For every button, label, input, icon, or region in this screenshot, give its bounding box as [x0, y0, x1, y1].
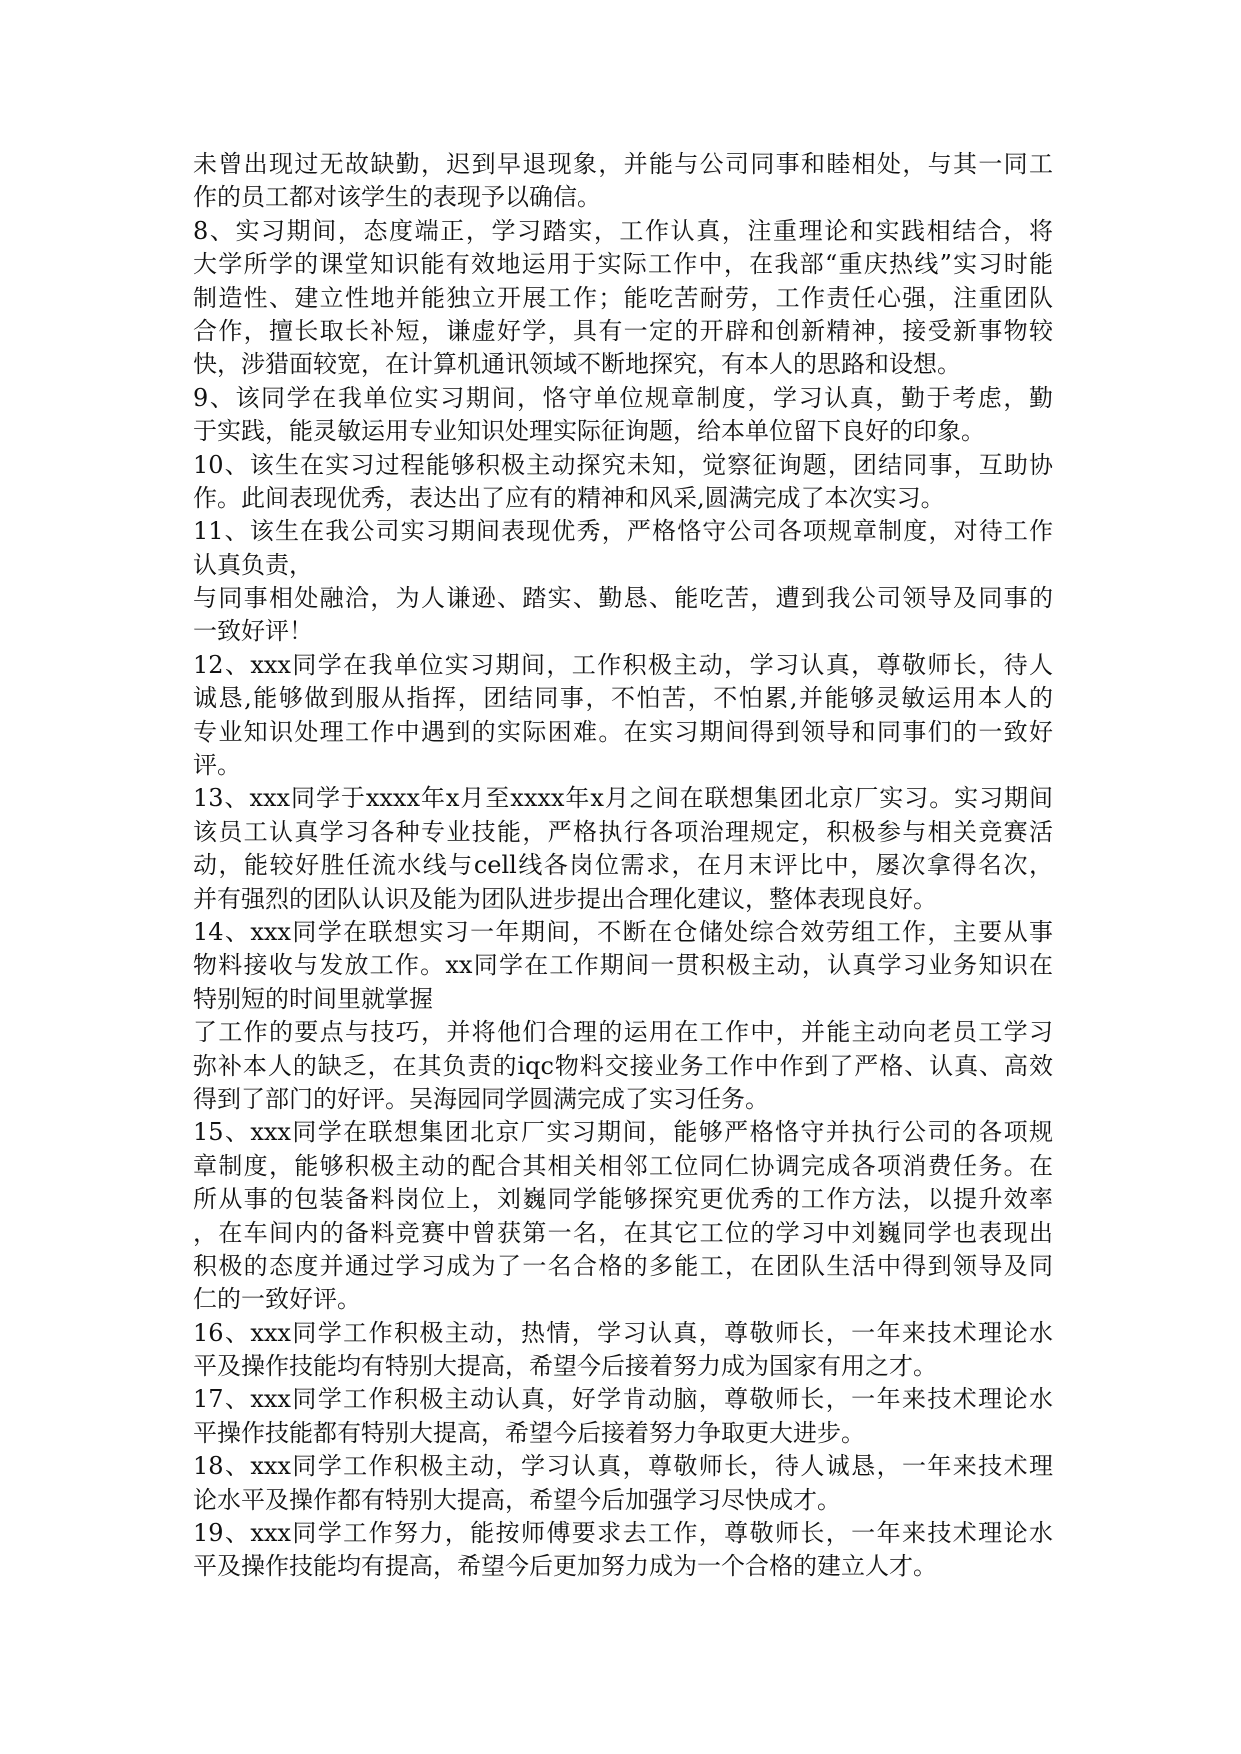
text-line: 合作，擅长取长补短，谦虚好学，具有一定的开辟和创新精神，接受新事物较 — [193, 316, 1053, 345]
text-line: 10、该生在实习过程能够积极主动探究未知，觉察征询题，团结同事，互助协 — [193, 450, 1053, 479]
text-line: 17、xxx同学工作积极主动认真，好学肯动脑，尊敬师长，一年来技术理论水 — [193, 1385, 1053, 1414]
text-line: 于实践，能灵敏运用专业知识处理实际征询题，给本单位留下良好的印象。 — [193, 417, 985, 446]
text-line: 论水平及操作都有特别大提高，希望今后加强学习尽快成才。 — [193, 1485, 841, 1514]
text-line: 一致好评！ — [193, 617, 313, 646]
text-line: 作的员工都对该学生的表现予以确信。 — [193, 183, 601, 212]
text-line: 与同事相处融洽，为人谦逊、踏实、勤恳、能吃苦，遭到我公司领导及同事的 — [193, 584, 1053, 613]
text-line: 弥补本人的缺乏，在其负责的iqc物料交接业务工作中作到了严格、认真、高效 — [193, 1051, 1053, 1080]
text-line: 8、实习期间，态度端正，学习踏实，工作认真，注重理论和实践相结合，将 — [193, 216, 1053, 245]
text-line: 19、xxx同学工作努力，能按师傅要求去工作，尊敬师长，一年来技术理论水 — [193, 1519, 1053, 1548]
text-line: 专业知识处理工作中遇到的实际困难。在实习期间得到领导和同事们的一致好 — [193, 717, 1053, 746]
text-line: 快，涉猎面较宽，在计算机通讯领域不断地探究，有本人的思路和设想。 — [193, 350, 961, 379]
text-line: 16、xxx同学工作积极主动，热情，学习认真，尊敬师长，一年来技术理论水 — [193, 1318, 1053, 1347]
text-line: 14、xxx同学在联想实习一年期间，不断在仓储处综合效劳组工作，主要从事 — [193, 917, 1053, 946]
text-line: 特别短的时间里就掌握 — [193, 984, 433, 1013]
document-body — [193, 148, 1053, 1584]
text-line: 大学所学的课堂知识能有效地运用于实际工作中，在我部“重庆热线”实习时能 — [193, 250, 1053, 279]
text-line: 13、xxx同学于xxxx年x月至xxxx年x月之间在联想集团北京厂实习。实习期间 — [193, 784, 1053, 813]
text-line: 认真负责， — [193, 550, 313, 579]
text-line: 所从事的包装备料岗位上，刘巍同学能够探究更优秀的工作方法，以提升效率 — [193, 1185, 1053, 1214]
text-line: 积极的态度并通过学习成为了一名合格的多能工，在团队生活中得到领导及同 — [193, 1251, 1053, 1280]
text-line: 平及操作技能均有提高，希望今后更加努力成为一个合格的建立人才。 — [193, 1552, 937, 1581]
text-line: 作。此间表现优秀，表达出了应有的精神和风采,圆满完成了本次实习。 — [193, 483, 945, 512]
text-line: 章制度，能够积极主动的配合其相关相邻工位同仁协调完成各项消费任务。在 — [193, 1151, 1053, 1180]
text-line: 12、xxx同学在我单位实习期间，工作积极主动，学习认真，尊敬师长，待人 — [193, 650, 1053, 679]
text-line: 了工作的要点与技巧，并将他们合理的运用在工作中，并能主动向老员工学习 — [193, 1018, 1053, 1047]
text-line: 15、xxx同学在联想集团北京厂实习期间，能够严格恪守并执行公司的各项规 — [193, 1118, 1053, 1147]
text-line: 并有强烈的团队认识及能为团队进步提出合理化建议，整体表现良好。 — [193, 884, 937, 913]
text-line: 得到了部门的好评。吴海园同学圆满完成了实习任务。 — [193, 1084, 769, 1113]
text-line: 诚恳,能够做到服从指挥，团结同事，不怕苦，不怕累,并能够灵敏运用本人的 — [193, 684, 1053, 713]
text-line: 评。 — [193, 751, 241, 780]
text-line: 9、该同学在我单位实习期间，恪守单位规章制度，学习认真，勤于考虑，勤 — [193, 383, 1053, 412]
text-line: 未曾出现过无故缺勤，迟到早退现象，并能与公司同事和睦相处，与其一同工 — [193, 150, 1053, 178]
text-line: 11、该生在我公司实习期间表现优秀，严格恪守公司各项规章制度，对待工作 — [193, 517, 1053, 546]
text-line: 动，能较好胜任流水线与cell线各岗位需求，在月末评比中，屡次拿得名次， — [193, 851, 1053, 880]
text-line: 物料接收与发放工作。xx同学在工作期间一贯积极主动，认真学习业务知识在 — [193, 951, 1053, 980]
text-line: ，在车间内的备料竞赛中曾获第一名，在其它工位的学习中刘巍同学也表现出 — [193, 1218, 1053, 1247]
text-line: 制造性、建立性地并能独立开展工作；能吃苦耐劳，工作责任心强，注重团队 — [193, 283, 1053, 312]
text-line: 18、xxx同学工作积极主动，学习认真，尊敬师长，待人诚恳，一年来技术理 — [193, 1452, 1053, 1481]
text-line: 平及操作技能均有特别大提高，希望今后接着努力成为国家有用之才。 — [193, 1352, 937, 1381]
text-line: 仁的一致好评。 — [193, 1285, 361, 1314]
text-line: 平操作技能都有特别大提高，希望今后接着努力争取更大进步。 — [193, 1418, 865, 1447]
text-line: 该员工认真学习各种专业技能，严格执行各项治理规定，积极参与相关竞赛活 — [193, 817, 1053, 846]
